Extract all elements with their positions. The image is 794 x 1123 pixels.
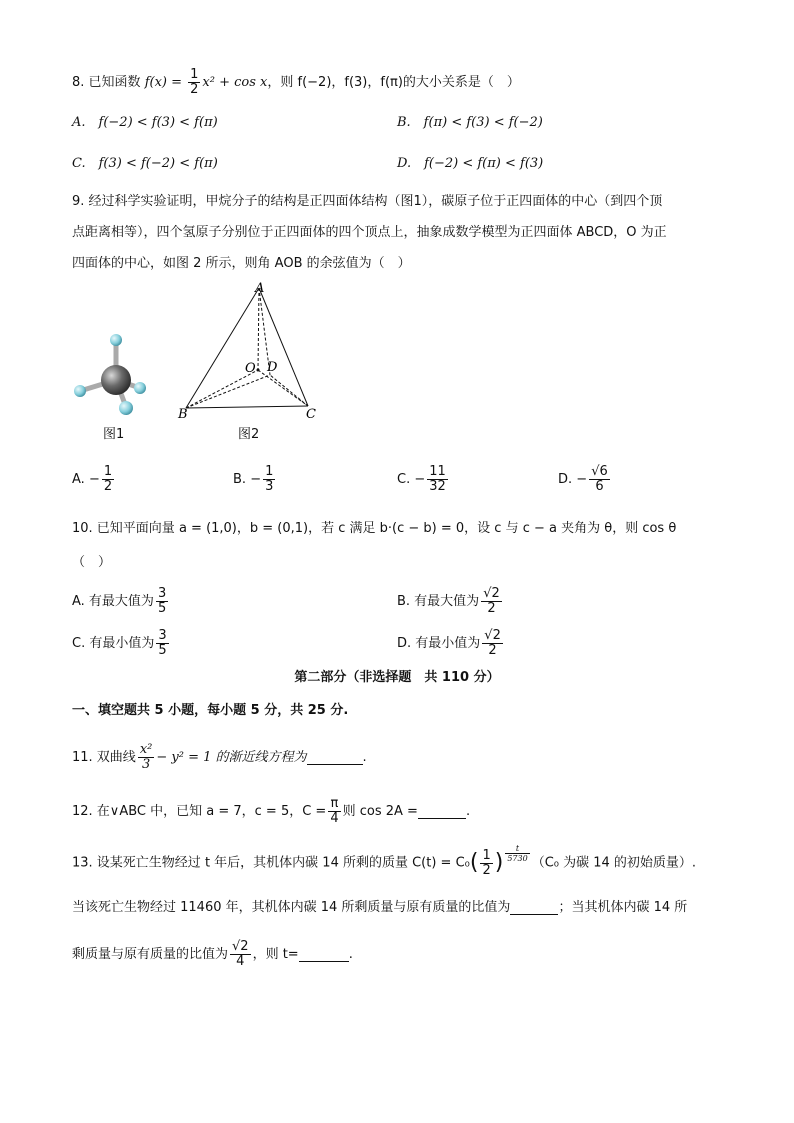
vertex-label-d: D <box>267 360 278 375</box>
q9-option-a[interactable]: A. − $\frac{1}{2}$ <box>72 464 113 494</box>
q9-line-2: 点距离相等），四个氢原子分别位于正四面体的四个顶点上，抽象成数学模型为正四面体 ABCD，O 为正 <box>72 225 667 240</box>
methane-molecule-figure <box>66 325 161 420</box>
q10-option-d[interactable]: D. 有最小值为 $\frac{√2}{2}$ <box>397 628 501 658</box>
q12-answer-blank[interactable] <box>418 804 466 819</box>
q10-option-b[interactable]: B. 有最大值为 $\frac{√2}{2}$ <box>397 586 500 616</box>
vertex-label-c: C <box>306 407 316 422</box>
q10-line-2: （ ） <box>72 555 112 570</box>
edge-cd <box>270 375 308 406</box>
q8-option-b[interactable]: B. f(π) < f(3) < f(−2) <box>397 115 543 130</box>
tetrahedron-figure <box>170 278 330 423</box>
q13-answer-blank-2[interactable] <box>299 947 349 962</box>
q13-line-2: 当该死亡生物经过 11460 年，其机体内碳 14 所剩质量与原有质量的比值为 ；当其机体内碳 14 所 <box>72 900 688 915</box>
carbon-atom <box>101 365 131 395</box>
part2-title: 第二部分（非选择题 共 110 分） <box>294 670 500 685</box>
hydrogen-atom <box>110 334 122 346</box>
vertex-label-a: A <box>255 281 265 296</box>
fig2-caption: 图2 <box>238 427 260 442</box>
q12: 12. 在∨ABC 中，已知 a = 7，c = 5，C = $\frac{\pi}{4}$ 则 cos 2A = . <box>72 796 471 826</box>
q9-line-3: 四面体的中心，如图 2 所示，则角 AOB 的余弦值为（ ） <box>72 256 411 271</box>
q9-option-b[interactable]: B. − $\frac{1}{3}$ <box>233 464 274 494</box>
hydrogen-atom <box>74 385 86 397</box>
center-point-o <box>257 369 260 372</box>
section1-title: 一、填空题共 5 小题，每小题 5 分，共 25 分. <box>72 703 349 718</box>
q13-answer-blank-1[interactable] <box>510 900 558 915</box>
edge-bd <box>186 375 270 408</box>
q8-stem: 8. 已知函数 f(x) = $\frac{1}{2}$ x² + cos x，则 f(−2)，f(3)，f(π)的大小关系是（ ） <box>72 67 520 97</box>
q13-line-3: 剩质量与原有质量的比值为 $\frac{√2}{4}$ ，则 t= . <box>72 939 353 969</box>
q11-answer-blank[interactable] <box>307 750 363 765</box>
center-label-o: O <box>245 361 256 376</box>
q9-option-c[interactable]: C. − $\frac{11}{32}$ <box>397 464 446 494</box>
q8-fraction: $\frac{1}{2}$ <box>190 67 199 97</box>
fig1-caption: 图1 <box>103 427 125 442</box>
edge-ab <box>186 288 259 408</box>
q9-option-d[interactable]: D. − $\frac{√6}{6}$ <box>558 464 608 494</box>
hydrogen-atom <box>134 382 146 394</box>
q8-option-c[interactable]: C. f(3) < f(−2) < f(π) <box>72 156 218 171</box>
q13-line-1: 13. 设某死亡生物经过 t 年后，其机体内碳 14 所剩的质量 C(t) = C₀( $\frac{1}{2}$ ) $\frac{t}{5730}$ （C₀ 为碳 14 的初始质量）. <box>72 844 697 878</box>
q10-option-a[interactable]: A. 有最大值为 $\frac{3}{5}$ <box>72 586 167 616</box>
edge-bc <box>186 406 308 408</box>
vertex-label-b: B <box>178 407 188 422</box>
segment-ao <box>258 288 259 370</box>
q11: 11. 双曲线 $\frac{\text{x²}}{3}$ − y² = 1 的渐近线方程为 . <box>72 742 367 772</box>
q8-option-d[interactable]: D. f(−2) < f(π) < f(3) <box>397 156 544 171</box>
q9-line-1: 9. 经过科学实验证明，甲烷分子的结构是正四面体结构（图1），碳原子位于正四面体的中心（到四个顶 <box>72 194 663 209</box>
q10-line-1: 10. 已知平面向量 a = (1,0)，b = (0,1)，若 c 满足 b·(c − b) = 0，设 c 与 c − a 夹角为 θ，则 cos θ <box>72 521 677 536</box>
hydrogen-atom <box>119 401 133 415</box>
q8-option-a[interactable]: A. f(−2) < f(3) < f(π) <box>72 115 218 130</box>
q10-option-c[interactable]: C. 有最小值为 $\frac{3}{5}$ <box>72 628 167 658</box>
